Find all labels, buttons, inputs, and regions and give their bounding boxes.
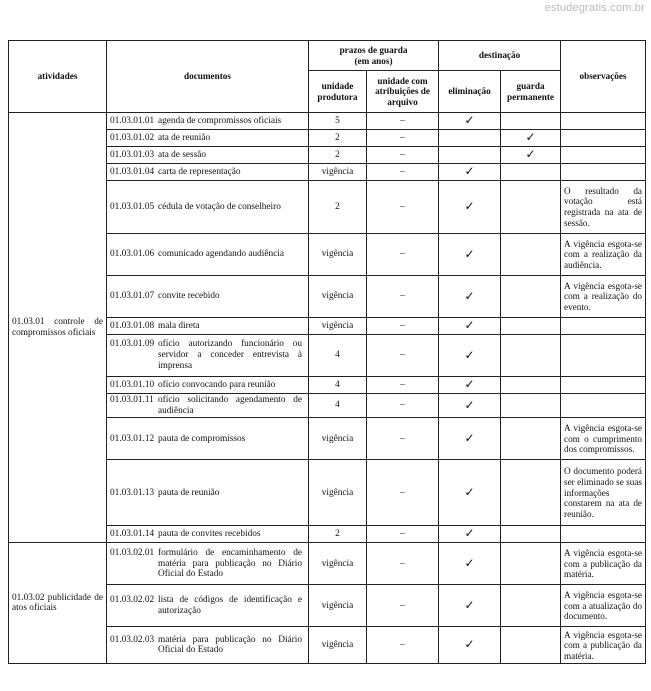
document-cell [107, 526, 309, 543]
document-code: 01.03.01.01 [110, 115, 155, 126]
observation-cell: O resultado da votação está registrada na ata de sessão. [561, 181, 646, 234]
document-description: pauta de compromissos [158, 433, 246, 444]
observation-cell [561, 335, 646, 377]
document-code: 01.03.01.13 [110, 487, 155, 498]
document-cell [107, 113, 309, 130]
permanent-custody-check [501, 627, 561, 664]
observation-cell: A vigência esgota-se com a publicação da matéria. [561, 543, 646, 585]
document-code: 01.03.01.03 [110, 149, 155, 160]
elimination-check: ✓ [439, 377, 501, 394]
document-cell [107, 418, 309, 460]
document-cell [107, 164, 309, 181]
watermark: estudegratis.com.br [544, 2, 645, 14]
retention-archive-cell: – [367, 318, 439, 335]
retention-producer-cell: 4 [309, 377, 367, 394]
retention-archive-cell: – [367, 335, 439, 377]
header-eliminacao: eliminação [439, 71, 501, 113]
elimination-check: ✓ [439, 460, 501, 526]
retention-producer-cell: vigência [309, 234, 367, 276]
document-description: agenda de compromissos oficiais [158, 115, 282, 126]
document-code: 01.03.01.04 [110, 166, 155, 177]
retention-archive-cell: – [367, 113, 439, 130]
observation-cell [561, 113, 646, 130]
retention-producer-cell: 4 [309, 335, 367, 377]
header-guarda-permanente: guarda permanente [501, 71, 561, 113]
elimination-check: ✓ [439, 164, 501, 181]
retention-producer-cell: vigência [309, 318, 367, 335]
document-description: lista de códigos de identificação e autorização [158, 595, 302, 616]
permanent-custody-check [501, 164, 561, 181]
table-row [9, 543, 646, 585]
retention-archive-cell: – [367, 164, 439, 181]
document-code: 01.03.01.07 [110, 291, 155, 302]
elimination-check: ✓ [439, 318, 501, 335]
header-atividades: atividades [9, 41, 107, 113]
elimination-check: ✓ [439, 113, 501, 130]
document-code: 01.03.01.06 [110, 249, 155, 260]
retention-archive-cell: – [367, 276, 439, 318]
observation-cell: A vigência esgota-se com a realização da audiência. [561, 234, 646, 276]
header-unidade-arquivo: unidade com atribuições de arquivo [367, 71, 439, 113]
header-observacoes: observações [561, 41, 646, 113]
document-cell [107, 147, 309, 164]
retention-producer-cell: 2 [309, 130, 367, 147]
elimination-check: ✓ [439, 394, 501, 418]
document-cell [107, 377, 309, 394]
permanent-custody-check [501, 377, 561, 394]
elimination-check: ✓ [439, 543, 501, 585]
retention-archive-cell: – [367, 460, 439, 526]
observation-cell [561, 526, 646, 543]
retention-archive-cell: – [367, 234, 439, 276]
retention-archive-cell: – [367, 418, 439, 460]
document-cell [107, 460, 309, 526]
retention-archive-cell: – [367, 377, 439, 394]
elimination-check [439, 130, 501, 147]
elimination-check: ✓ [439, 627, 501, 664]
document-description: ofício solicitando agendamento de audiência [158, 395, 302, 416]
document-description: pauta de reunião [158, 487, 220, 498]
elimination-check: ✓ [439, 234, 501, 276]
elimination-check: ✓ [439, 585, 501, 627]
temporality-table [8, 40, 646, 664]
observation-cell [561, 147, 646, 164]
retention-archive-cell: – [367, 543, 439, 585]
document-description: pauta de convites recebidos [158, 529, 261, 540]
document-cell [107, 181, 309, 234]
document-description: ata de sessão [158, 149, 207, 160]
document-code: 01.03.01.11 [110, 395, 154, 405]
document-description: comunicado agendando audiência [158, 249, 284, 260]
document-cell [107, 130, 309, 147]
document-code: 01.03.01.09 [110, 339, 155, 350]
retention-producer-cell: 2 [309, 526, 367, 543]
permanent-custody-check [501, 460, 561, 526]
permanent-custody-check [501, 181, 561, 234]
observation-cell: A vigência esgota-se com a realização do evento. [561, 276, 646, 318]
elimination-check [439, 147, 501, 164]
document-cell [107, 234, 309, 276]
retention-producer-cell: vigência [309, 585, 367, 627]
document-cell [107, 276, 309, 318]
permanent-custody-check: ✓ [501, 147, 561, 164]
observation-cell: A vigência esgota-se com a publicação da matéria. [561, 627, 646, 664]
observation-cell [561, 164, 646, 181]
document-code: 01.03.02.01 [110, 547, 155, 558]
document-code: 01.03.01.14 [110, 529, 155, 540]
retention-producer-cell: vigência [309, 460, 367, 526]
elimination-check: ✓ [439, 526, 501, 543]
elimination-check: ✓ [439, 181, 501, 234]
document-description: mala direta [158, 320, 200, 331]
permanent-custody-check [501, 335, 561, 377]
retention-producer-cell: vigência [309, 627, 367, 664]
retention-archive-cell: – [367, 627, 439, 664]
retention-producer-cell: vigência [309, 543, 367, 585]
retention-producer-cell: vigência [309, 418, 367, 460]
permanent-custody-check [501, 234, 561, 276]
observation-cell [561, 394, 646, 418]
permanent-custody-check [501, 526, 561, 543]
header-unidade-produtora: unidade produtora [309, 71, 367, 113]
retention-archive-cell: – [367, 147, 439, 164]
retention-producer-cell: 4 [309, 394, 367, 418]
document-description: cédula de votação de conselheiro [158, 201, 281, 212]
retention-producer-cell: vigência [309, 276, 367, 318]
document-cell [107, 335, 309, 377]
document-description: matéria para publicação no Diário Oficial do Estado [158, 634, 302, 656]
document-code: 01.03.01.05 [110, 201, 155, 212]
elimination-check: ✓ [439, 335, 501, 377]
permanent-custody-check [501, 585, 561, 627]
observation-cell [561, 318, 646, 335]
retention-producer-cell: 2 [309, 181, 367, 234]
retention-producer-cell: 5 [309, 113, 367, 130]
retention-producer-cell: 2 [309, 147, 367, 164]
permanent-custody-check [501, 113, 561, 130]
observation-cell [561, 377, 646, 394]
document-description: ofício convocando para reunião [158, 379, 276, 390]
document-cell [107, 627, 309, 664]
permanent-custody-check [501, 418, 561, 460]
retention-archive-cell: – [367, 130, 439, 147]
elimination-check: ✓ [439, 276, 501, 318]
document-code: 01.03.02.02 [110, 595, 155, 606]
observation-cell [561, 130, 646, 147]
table-body [9, 113, 646, 664]
document-code: 01.03.01.12 [110, 433, 155, 444]
document-code: 01.03.01.10 [110, 379, 155, 390]
permanent-custody-check [501, 543, 561, 585]
document-code: 01.03.01.08 [110, 320, 155, 331]
document-description: carta de representação [158, 166, 241, 177]
document-code: 01.03.02.03 [110, 634, 155, 645]
retention-archive-cell: – [367, 181, 439, 234]
observation-cell: A vigência esgota-se com o cumprimento dos compromissos. [561, 418, 646, 460]
retention-archive-cell: – [367, 394, 439, 418]
permanent-custody-check [501, 276, 561, 318]
elimination-check: ✓ [439, 418, 501, 460]
header-prazos: prazos de guarda (em anos) [309, 41, 439, 71]
retention-archive-cell: – [367, 585, 439, 627]
document-cell [107, 318, 309, 335]
document-cell [107, 543, 309, 585]
document-description: ata de reunião [158, 132, 211, 143]
permanent-custody-check [501, 318, 561, 335]
document-cell [107, 394, 309, 418]
header-destinacao: destinação [439, 41, 561, 71]
retention-producer-cell: vigência [309, 164, 367, 181]
document-description: formulário de encaminhamento de matéria para publicação no Diário Oficial do Estado [158, 547, 302, 580]
document-description: ofício autorizando funcionário ou servidor a conceder entrevista à imprensa [158, 339, 302, 371]
activity-cell: 01.03.01 controle de compromissos oficiais [9, 113, 107, 543]
document-code: 01.03.01.02 [110, 132, 155, 143]
document-description: convite recebido [158, 291, 220, 302]
document-cell [107, 585, 309, 627]
table-row [9, 113, 646, 130]
observation-cell: O documento poderá ser eliminado se suas informações constarem na ata de reunião. [561, 460, 646, 526]
retention-archive-cell: – [367, 526, 439, 543]
header-documentos: documentos [107, 41, 309, 113]
observation-cell: A vigência esgota-se com a atualização do documento. [561, 585, 646, 627]
permanent-custody-check [501, 394, 561, 418]
activity-cell: 01.03.02 publicidade de atos oficiais [9, 543, 107, 664]
permanent-custody-check: ✓ [501, 130, 561, 147]
